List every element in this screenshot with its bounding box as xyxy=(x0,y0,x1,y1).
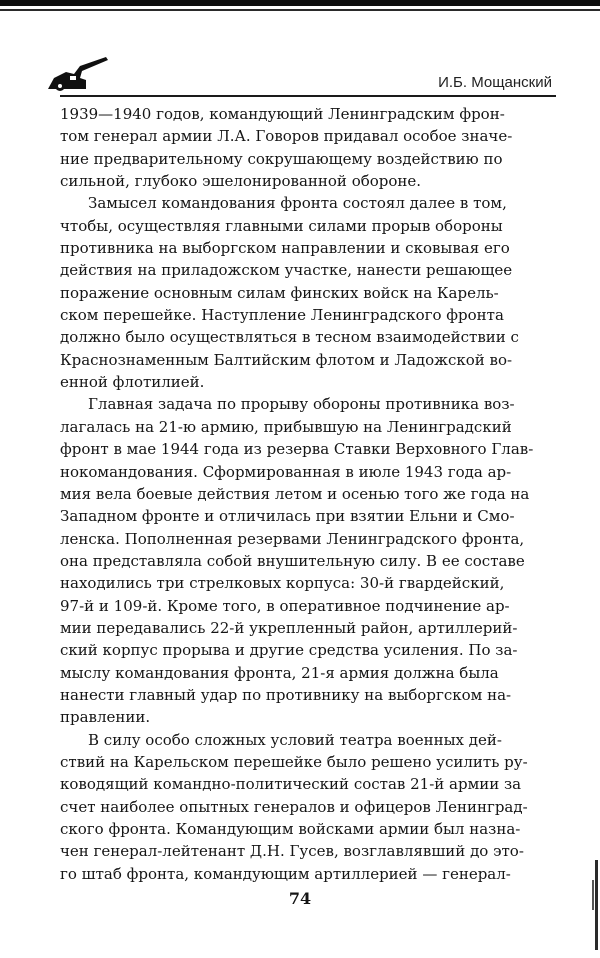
text-line: 1939—1940 годов, командующий Ленинградским фрон- xyxy=(60,105,505,123)
text-line: нокомандования. Сформированная в июле 1943 года ар- xyxy=(60,462,512,481)
paragraph xyxy=(60,103,557,192)
running-header-author: И.Б. Мощанский xyxy=(438,74,552,91)
text-line: ководящий командно-политический состав 21-й армии за xyxy=(60,775,522,794)
top-border xyxy=(0,0,600,6)
text-line: ского фронта. Командующим войсками армии был назна- xyxy=(60,820,521,838)
page-body-text xyxy=(60,103,557,885)
text-line: мыслу командования фронта, 21-я армия должна была xyxy=(60,663,499,682)
text-line: счет наиболее опытных генералов и офицеров Ленинград- xyxy=(60,797,528,816)
artillery-gun-icon xyxy=(46,56,110,92)
text-line: 97-й и 109-й. Кроме того, в оперативное подчинение ар- xyxy=(60,596,510,615)
text-line: Замысел командования фронта состоял далее в том, xyxy=(88,194,507,213)
text-line: она представляла собой внушительную силу. В ее составе xyxy=(60,551,525,570)
text-line: должно было осуществляться в тесном взаимодействии с xyxy=(60,328,519,347)
text-line: сильной, глубоко эшелонированной обороне. xyxy=(60,172,422,191)
text-line: фронт в мае 1944 года из резерва Ставки Верховного Глав- xyxy=(60,440,534,459)
text-line: нанести главный удар по противнику на выборгском на- xyxy=(60,685,512,704)
text-line: го штаб фронта, командующим артиллерией — генерал- xyxy=(60,864,511,883)
text-line: ленска. Пополненная резервами Ленинградского фронта, xyxy=(60,529,525,548)
text-line: чтобы, осуществляя главными силами прорыв обороны xyxy=(60,216,503,235)
text-line: мия вела боевые действия летом и осенью того же года на xyxy=(60,484,530,503)
paragraph xyxy=(60,192,557,393)
text-line: чен генерал-лейтенант Д.Н. Гусев, возглавлявший до это- xyxy=(60,842,524,861)
page-number: 74 xyxy=(288,889,312,908)
page-edge-shadow xyxy=(590,860,600,950)
text-line: лагалась на 21-ю армию, прибывшую на Ленинградский xyxy=(60,417,512,436)
text-line: действия на приладожском участке, нанести решающее xyxy=(60,261,513,280)
text-line: ствий на Карельском перешейке было решено усилить ру- xyxy=(60,752,528,771)
top-border-thin xyxy=(0,9,600,11)
text-line: енной флотилией. xyxy=(60,373,205,392)
text-line: находились три стрелковых корпуса: 30-й гвардейский, xyxy=(60,574,505,593)
text-line: противника на выборгском направлении и сковывая его xyxy=(60,239,510,258)
text-line: Западном фронте и отличилась при взятии Ельни и Смо- xyxy=(60,507,515,526)
text-line: ском перешейке. Наступление Ленинградского фронта xyxy=(60,306,504,325)
paragraph xyxy=(60,729,557,885)
text-line: ние предварительному сокрушающему воздействию по xyxy=(60,149,503,168)
text-line: мии передавались 22-й укрепленный район, артиллерий- xyxy=(60,618,518,637)
text-line: Краснознаменным Балтийским флотом и Ладожской во- xyxy=(60,350,513,369)
text-line: В силу особо сложных условий театра военных дей- xyxy=(88,730,502,749)
text-line: правлении. xyxy=(60,708,151,727)
header-rule xyxy=(60,95,556,97)
text-line: том генерал армии Л.А. Говоров придавал особое значе- xyxy=(60,127,513,146)
text-line: Главная задача по прорыву обороны противника воз- xyxy=(88,395,515,414)
text-line: ский корпус прорыва и другие средства усиления. По за- xyxy=(60,641,518,660)
text-line: поражение основным силам финских войск на Карель- xyxy=(60,283,499,302)
paragraph xyxy=(60,393,557,728)
